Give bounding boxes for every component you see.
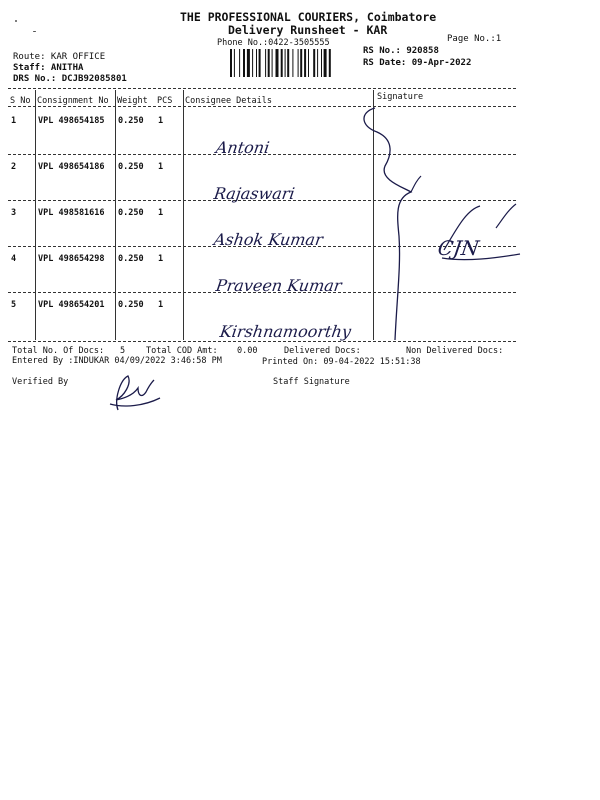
rs-date: RS Date: 09-Apr-2022 xyxy=(363,58,472,68)
total-cod-label: Total COD Amt: xyxy=(146,346,218,356)
handwritten-consignee: Rajaswari xyxy=(212,184,297,203)
delivered-docs-label: Delivered Docs: xyxy=(284,346,361,356)
printed-on: Printed On: 09-04-2022 15:51:38 xyxy=(262,357,421,367)
barcode-icon xyxy=(230,49,358,77)
handwritten-consignee: Praveen Kumar xyxy=(214,276,343,295)
total-docs-value: 5 xyxy=(120,346,126,356)
row-pcs: 1 xyxy=(158,300,164,310)
handwritten-consignee: Antoni xyxy=(214,138,271,157)
row-pcs: 1 xyxy=(158,254,164,264)
row-weight: 0.250 xyxy=(118,300,144,310)
column-divider xyxy=(115,90,116,340)
col-header-consignment: Consignment No xyxy=(37,96,109,106)
row-sno: 5 xyxy=(11,300,17,310)
handwritten-consignee: Ashok Kumar xyxy=(212,230,325,249)
column-divider xyxy=(35,90,36,340)
non-delivered-docs-label: Non Delivered Docs: xyxy=(406,346,504,356)
table-top-rule xyxy=(8,88,516,89)
signature-initials: CJN xyxy=(436,236,481,260)
runsheet-title: Delivery Runsheet - KAR xyxy=(228,23,388,37)
row-pcs: 1 xyxy=(158,162,164,172)
row-pcs: 1 xyxy=(158,208,164,218)
verified-by-label: Verified By xyxy=(12,377,69,387)
phone-number: Phone No.:0422-3505555 xyxy=(217,38,330,48)
scan-speck xyxy=(33,31,36,32)
col-header-signature: Signature xyxy=(377,92,424,102)
staff-name: Staff: ANITHA xyxy=(13,63,84,73)
row-weight: 0.250 xyxy=(118,116,144,126)
drs-number: DRS No.: DCJB92085801 xyxy=(13,74,127,84)
total-docs-label: Total No. Of Docs: xyxy=(12,346,105,356)
rs-number: RS No.: 920858 xyxy=(363,46,439,56)
row-sno: 4 xyxy=(11,254,17,264)
column-divider xyxy=(183,90,184,340)
row-sno: 2 xyxy=(11,162,17,172)
scan-speck xyxy=(15,20,17,22)
row-consignment: VPL 498654185 xyxy=(38,116,105,126)
row-weight: 0.250 xyxy=(118,254,144,264)
row-weight: 0.250 xyxy=(118,162,144,172)
route: Route: KAR OFFICE xyxy=(13,52,106,62)
row-consignment: VPL 498654186 xyxy=(38,162,105,172)
entered-by: Entered By :INDUKAR 04/09/2022 3:46:58 PM xyxy=(12,356,222,366)
page-number: Page No.:1 xyxy=(447,34,502,44)
row-pcs: 1 xyxy=(158,116,164,126)
row-consignment: VPL 498654201 xyxy=(38,300,105,310)
row-sno: 1 xyxy=(11,116,17,126)
signature-flourish-icon xyxy=(436,200,526,270)
verifier-signature-icon xyxy=(104,370,164,414)
col-header-consignee: Consignee Details xyxy=(185,96,272,106)
staff-signature-label: Staff Signature xyxy=(273,377,350,387)
row-consignment: VPL 498581616 xyxy=(38,208,105,218)
handwritten-consignee: Kirshnamoorthy xyxy=(218,322,353,341)
col-header-weight: Weight xyxy=(117,96,148,106)
row-sno: 3 xyxy=(11,208,17,218)
total-cod-value: 0.00 xyxy=(237,346,258,356)
row-weight: 0.250 xyxy=(118,208,144,218)
row-consignment: VPL 498654298 xyxy=(38,254,105,264)
col-header-pcs: PCS xyxy=(157,96,173,106)
company-name: THE PROFESSIONAL COURIERS, Coimbatore xyxy=(180,10,437,24)
col-header-sno: S No xyxy=(10,96,31,106)
